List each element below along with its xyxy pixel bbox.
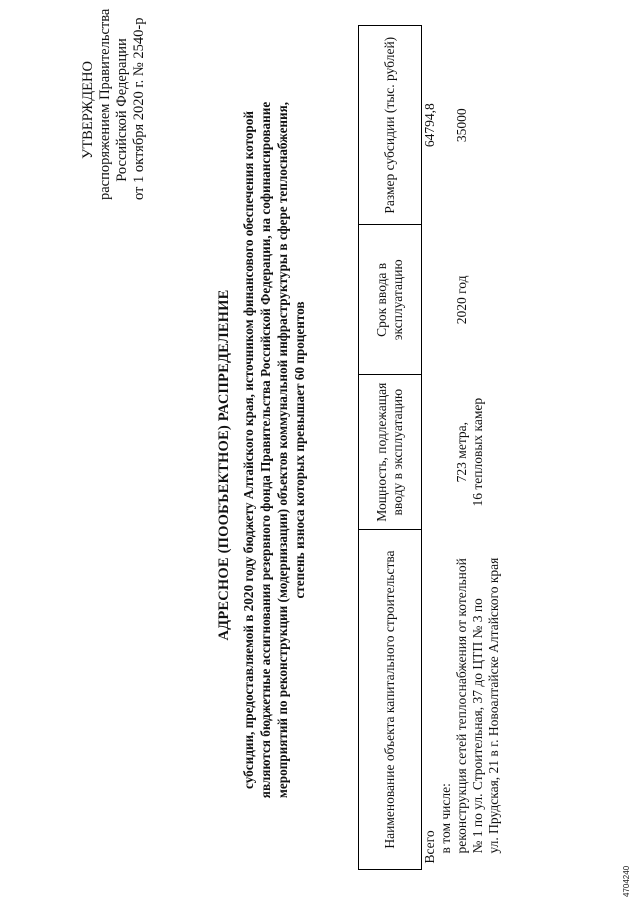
object-name xyxy=(454,530,502,870)
header-subsidy-amount: Размер субсидии (тыс. рублей) xyxy=(359,26,422,225)
document-code: 4704240 xyxy=(622,865,631,897)
approval-line: Российской Федерации xyxy=(114,38,130,182)
table-row xyxy=(454,26,502,870)
header-deadline: Срок ввода в эксплуатацию xyxy=(359,225,422,375)
including-label: в том числе: xyxy=(438,783,453,854)
approval-heading: УТВЕРЖДЕНО xyxy=(80,61,96,159)
approval-line: распоряжением Правительства xyxy=(97,8,113,200)
header-object-name: Наименование объекта капитального строительства xyxy=(359,530,422,870)
subtitle-line: степень износа которых превышает 60 процентов xyxy=(292,301,307,599)
subtitle-line: являются бюджетные ассигнования резервного фонда Правительства Российской Федерации, на софинансирование xyxy=(258,101,273,799)
object-deadline: 2020 год xyxy=(454,275,469,325)
object-amount: 35000 xyxy=(454,108,469,143)
capacity-line: 16 тепловых камер xyxy=(470,397,485,507)
subtitle-line: мероприятий по реконструкции (модернизации) объектов коммунальной инфраструктуры в сфере теплоснабжения, xyxy=(275,101,290,799)
object-name-line: реконструкция сетей теплоснабжения от котельной xyxy=(454,558,469,854)
header-capacity: Мощность, подлежащая вводу в эксплуатацию xyxy=(359,375,422,530)
document-title: АДРЕСНОЕ (ПООБЪЕКТНОЕ) РАСПРЕДЕЛЕНИЕ xyxy=(216,289,232,641)
document-subtitle xyxy=(240,70,308,830)
object-capacity xyxy=(454,375,502,530)
object-name-line: ул. Прудская, 21 в г. Новоалтайске Алтайского края xyxy=(486,557,501,854)
total-amount: 64794,8 xyxy=(422,103,437,148)
table-row-including xyxy=(438,26,454,870)
allocation-table xyxy=(358,25,502,870)
table-header-row xyxy=(359,26,422,870)
table-row-total xyxy=(422,26,439,870)
capacity-line: 723 метра, xyxy=(454,422,469,483)
subtitle-line: субсидии, предоставляемой в 2020 году бюджету Алтайского края, источником финансового обеспечения которой xyxy=(241,111,256,789)
approval-date-number: от 1 октября 2020 г. № 2540-р xyxy=(131,17,147,200)
object-name-line: № 1 по ул. Строительная, 37 до ЦТП № 3 по xyxy=(470,598,485,854)
approval-block xyxy=(80,8,148,200)
total-label: Всего xyxy=(422,830,437,864)
